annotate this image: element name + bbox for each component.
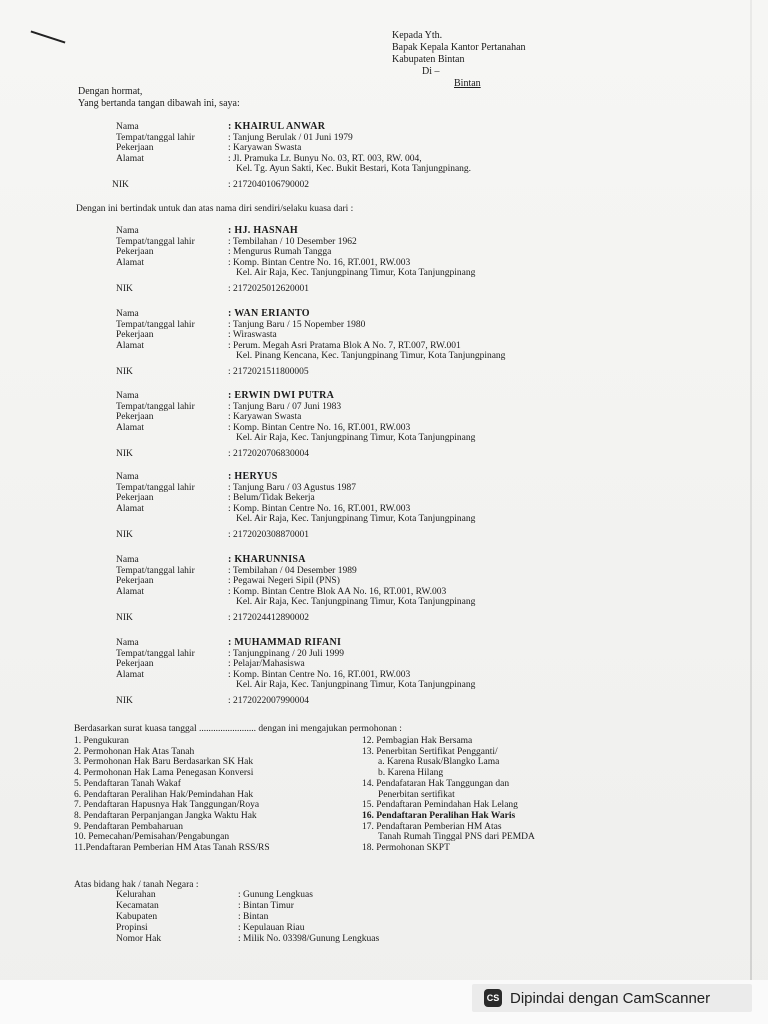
addressee-line: Kabupaten Bintan (392, 54, 465, 65)
land-value: : Bintan Timur (238, 901, 294, 911)
label-ttl: Tempat/tanggal lahir (116, 132, 195, 143)
request-list-left (74, 736, 270, 854)
label-ttl: Tempat/tanggal lahir (116, 565, 195, 576)
label-nik: NIK (116, 283, 133, 294)
camscanner-watermark (472, 984, 752, 1012)
principal-ttl: : Tanjungpinang / 20 Juli 1999 (228, 648, 345, 659)
principal-block (116, 309, 505, 377)
request-item: 14. Pendafataran Hak Tanggungan dan (362, 778, 510, 789)
applicant-block (112, 121, 472, 190)
request-item: 5. Pendaftaran Tanah Wakaf (74, 778, 181, 789)
request-item: 7. Pendaftaran Hapusnya Hak Tanggungan/Roya (74, 800, 260, 811)
applicant-name: : KHAIRUL ANWAR (228, 121, 326, 132)
label-ttl: Tempat/tanggal lahir (116, 482, 195, 493)
addressee-line: Di – (422, 66, 440, 77)
request-item: 9. Pendaftaran Pembaharuan (74, 821, 183, 832)
label-nama: Nama (116, 472, 139, 482)
pen-mark (31, 30, 66, 43)
request-item: 8. Pendaftaran Perpanjangan Jangka Waktu Hak (74, 810, 257, 821)
land-label: Kabupaten (116, 912, 158, 922)
principal-nik: : 2172020308870001 (228, 529, 310, 540)
label-ttl: Tempat/tanggal lahir (116, 236, 195, 247)
label-alamat: Alamat (116, 340, 144, 351)
label-nama: Nama (116, 638, 139, 648)
request-item-cont: Tanah Rumah Tinggal PNS dari PEMDA (378, 832, 535, 843)
request-item: 10. Pemecahan/Pemisahan/Pengabungan (74, 832, 230, 843)
principal-ttl: : Tanjung Baru / 03 Agustus 1987 (228, 482, 356, 493)
label-nama: Nama (116, 555, 139, 565)
label-pekerjaan: Pekerjaan (116, 576, 154, 586)
request-item: 4. Permohonan Hak Lama Penegasan Konversi (74, 768, 254, 779)
label-nik: NIK (116, 529, 133, 540)
label-nama: Nama (116, 309, 139, 319)
principal-pekerjaan: : Wiraswasta (228, 330, 277, 340)
principal-nik: : 2172024412890002 (228, 612, 310, 623)
signatory-intro: Yang bertanda tangan dibawah ini, saya: (78, 98, 240, 109)
land-label: Kelurahan (116, 890, 156, 900)
request-item: 6. Pendaftaran Peralihan Hak/Pemindahan Hak (74, 789, 254, 800)
principal-ttl: : Tanjung Baru / 07 Juni 1983 (228, 401, 342, 412)
label-alamat: Alamat (116, 257, 144, 268)
principal-alamat: : Komp. Bintan Centre No. 16, RT.001, RW.003 (228, 503, 411, 514)
principal-pekerjaan: : Pegawai Negeri Sipil (PNS) (228, 576, 340, 586)
principal-pekerjaan: : Belum/Tidak Bekerja (228, 493, 315, 503)
label-alamat: Alamat (116, 503, 144, 514)
request-item: 1. Pengukuran (74, 736, 129, 746)
camscanner-logo-icon: CS (484, 989, 502, 1007)
principal-alamat-cont: Kel. Air Raja, Kec. Tanjungpinang Timur, Kota Tanjungpinang (236, 433, 476, 443)
applicant-alamat-cont: Kel. Tg. Ayun Sakti, Kec. Bukit Bestari, Kota Tanjungpinang. (236, 164, 472, 174)
principal-block (116, 555, 475, 623)
label-alamat: Alamat (116, 153, 144, 164)
principals-intro: Dengan ini bertindak untuk dan atas nama diri sendiri/selaku kuasa dari : (76, 204, 354, 214)
request-item-highlighted (362, 811, 535, 822)
principal-block (116, 391, 475, 459)
label-nik: NIK (116, 612, 133, 623)
principal-ttl: : Tembilahan / 04 Desember 1989 (228, 565, 357, 576)
principal-block (116, 638, 475, 706)
principal-name: : ERWIN DWI PUTRA (228, 390, 335, 401)
label-pekerjaan: Pekerjaan (116, 659, 154, 669)
request-item: 15. Pendaftaran Pemindahan Hak Lelang (362, 800, 518, 811)
request-item: 13. Penerbitan Sertifikat Pengganti/ (362, 746, 498, 757)
principal-alamat-cont: Kel. Pinang Kencana, Kec. Tanjungpinang Timur, Kota Tanjungpinang (236, 351, 506, 361)
request-item: 11.Pendaftaran Pemberian HM Atas Tanah RSS/RS (74, 843, 270, 854)
page-edge-shadow (750, 0, 752, 980)
land-value: : Kepulauan Riau (238, 923, 305, 933)
addressee-city: Bintan (454, 78, 481, 89)
label-nama: Nama (116, 226, 139, 236)
principal-alamat-cont: Kel. Air Raja, Kec. Tanjungpinang Timur, Kota Tanjungpinang (236, 597, 476, 607)
salutation (78, 86, 240, 110)
addressee-block (392, 30, 526, 90)
applicant-nik: : 2172040106790002 (228, 179, 310, 190)
addressee-line: Bapak Kepala Kantor Pertanahan (392, 42, 526, 53)
principal-block (116, 226, 475, 294)
principal-ttl: : Tembilahan / 10 Desember 1962 (228, 236, 357, 247)
label-pekerjaan: Pekerjaan (116, 330, 154, 340)
principal-alamat: : Komp. Bintan Centre No. 16, RT.001, RW.003 (228, 669, 411, 680)
land-value: : Milik No. 03398/Gunung Lengkuas (238, 934, 380, 944)
principal-nik: : 2172021511800005 (228, 366, 309, 377)
label-alamat: Alamat (116, 422, 144, 433)
label-pekerjaan: Pekerjaan (116, 247, 154, 257)
applicant-ttl: : Tanjung Berulak / 01 Juni 1979 (228, 132, 353, 143)
principal-alamat-cont: Kel. Air Raja, Kec. Tanjungpinang Timur, Kota Tanjungpinang (236, 514, 476, 524)
request-item: 18. Permohonan SKPT (362, 843, 450, 854)
principal-nik: : 2172022007990004 (228, 695, 310, 706)
land-intro: Atas bidang hak / tanah Negara : (74, 880, 199, 890)
principal-ttl: : Tanjung Baru / 15 Nopember 1980 (228, 319, 366, 330)
label-ttl: Tempat/tanggal lahir (116, 401, 195, 412)
land-details (116, 890, 379, 945)
request-item: 12. Pembagian Hak Bersama (362, 736, 473, 746)
principal-pekerjaan: : Mengurus Rumah Tangga (228, 247, 332, 257)
request-item: 2. Permohonan Hak Atas Tanah (74, 746, 195, 757)
request-list-right (362, 736, 535, 854)
label-pekerjaan: Pekerjaan (116, 143, 154, 153)
principal-nik: : 2172025012620001 (228, 283, 310, 294)
label-alamat: Alamat (116, 586, 144, 597)
request-statement: Berdasarkan surat kuasa tanggal ........................ dengan ini mengajukan permohonan : (74, 724, 402, 734)
principal-alamat: : Perum. Megah Asri Pratama Blok A No. 7, RT.007, RW.001 (228, 340, 461, 351)
principal-name: : HJ. HASNAH (228, 225, 298, 236)
label-nama: Nama (116, 122, 139, 132)
label-ttl: Tempat/tanggal lahir (116, 648, 195, 659)
principal-alamat-cont: Kel. Air Raja, Kec. Tanjungpinang Timur, Kota Tanjungpinang (236, 680, 476, 690)
label-nik: NIK (116, 448, 133, 459)
label-nik: NIK (112, 179, 129, 190)
principal-name: : WAN ERIANTO (228, 308, 310, 319)
label-pekerjaan: Pekerjaan (116, 412, 154, 422)
label-alamat: Alamat (116, 669, 144, 680)
applicant-pekerjaan: : Karyawan Swasta (228, 143, 302, 153)
request-item: 17. Pendaftaran Pemberian HM Atas (362, 821, 502, 832)
land-label: Propinsi (116, 923, 148, 933)
camscanner-text: Dipindai dengan CamScanner (510, 989, 711, 1007)
label-nik: NIK (116, 366, 133, 377)
principal-name: : KHARUNNISA (228, 554, 306, 565)
addressee-line: Kepada Yth. (392, 30, 443, 41)
principal-pekerjaan: : Pelajar/Mahasiswa (228, 659, 305, 669)
principal-pekerjaan: : Karyawan Swasta (228, 412, 302, 422)
label-nama: Nama (116, 391, 139, 401)
request-subitem: a. Karena Rusak/Blangko Lama (378, 757, 500, 768)
principal-name: : MUHAMMAD RIFANI (228, 637, 342, 648)
request-item-cont: Penerbitan sertifikat (378, 789, 455, 800)
principal-alamat: : Komp. Bintan Centre No. 16, RT.001, RW.003 (228, 422, 411, 433)
land-value: : Bintan (238, 912, 269, 922)
land-label: Nomor Hak (116, 934, 162, 944)
principal-alamat: : Komp. Bintan Centre Blok AA No. 16, RT.001, RW.003 (228, 586, 447, 597)
request-item: 3. Permohonan Hak Baru Berdasarkan SK Hak (74, 757, 254, 768)
principal-block (116, 472, 475, 540)
greeting: Dengan hormat, (78, 86, 143, 97)
principal-alamat: : Komp. Bintan Centre No. 16, RT.001, RW.003 (228, 257, 411, 268)
applicant-alamat: : Jl. Pramuka Lr. Bunyu No. 03, RT. 003, RW. 004, (228, 153, 422, 164)
label-pekerjaan: Pekerjaan (116, 493, 154, 503)
label-ttl: Tempat/tanggal lahir (116, 319, 195, 330)
principal-name: : HERYUS (228, 471, 278, 482)
label-nik: NIK (116, 695, 133, 706)
principal-alamat-cont: Kel. Air Raja, Kec. Tanjungpinang Timur, Kota Tanjungpinang (236, 268, 476, 278)
request-item-text: 16. Pendaftaran Peralihan Hak Waris (362, 810, 516, 821)
principal-nik: : 2172020706830004 (228, 448, 310, 459)
request-subitem: b. Karena Hilang (378, 768, 444, 779)
land-label: Kecamatan (116, 901, 159, 911)
land-value: : Gunung Lengkuas (238, 890, 313, 900)
